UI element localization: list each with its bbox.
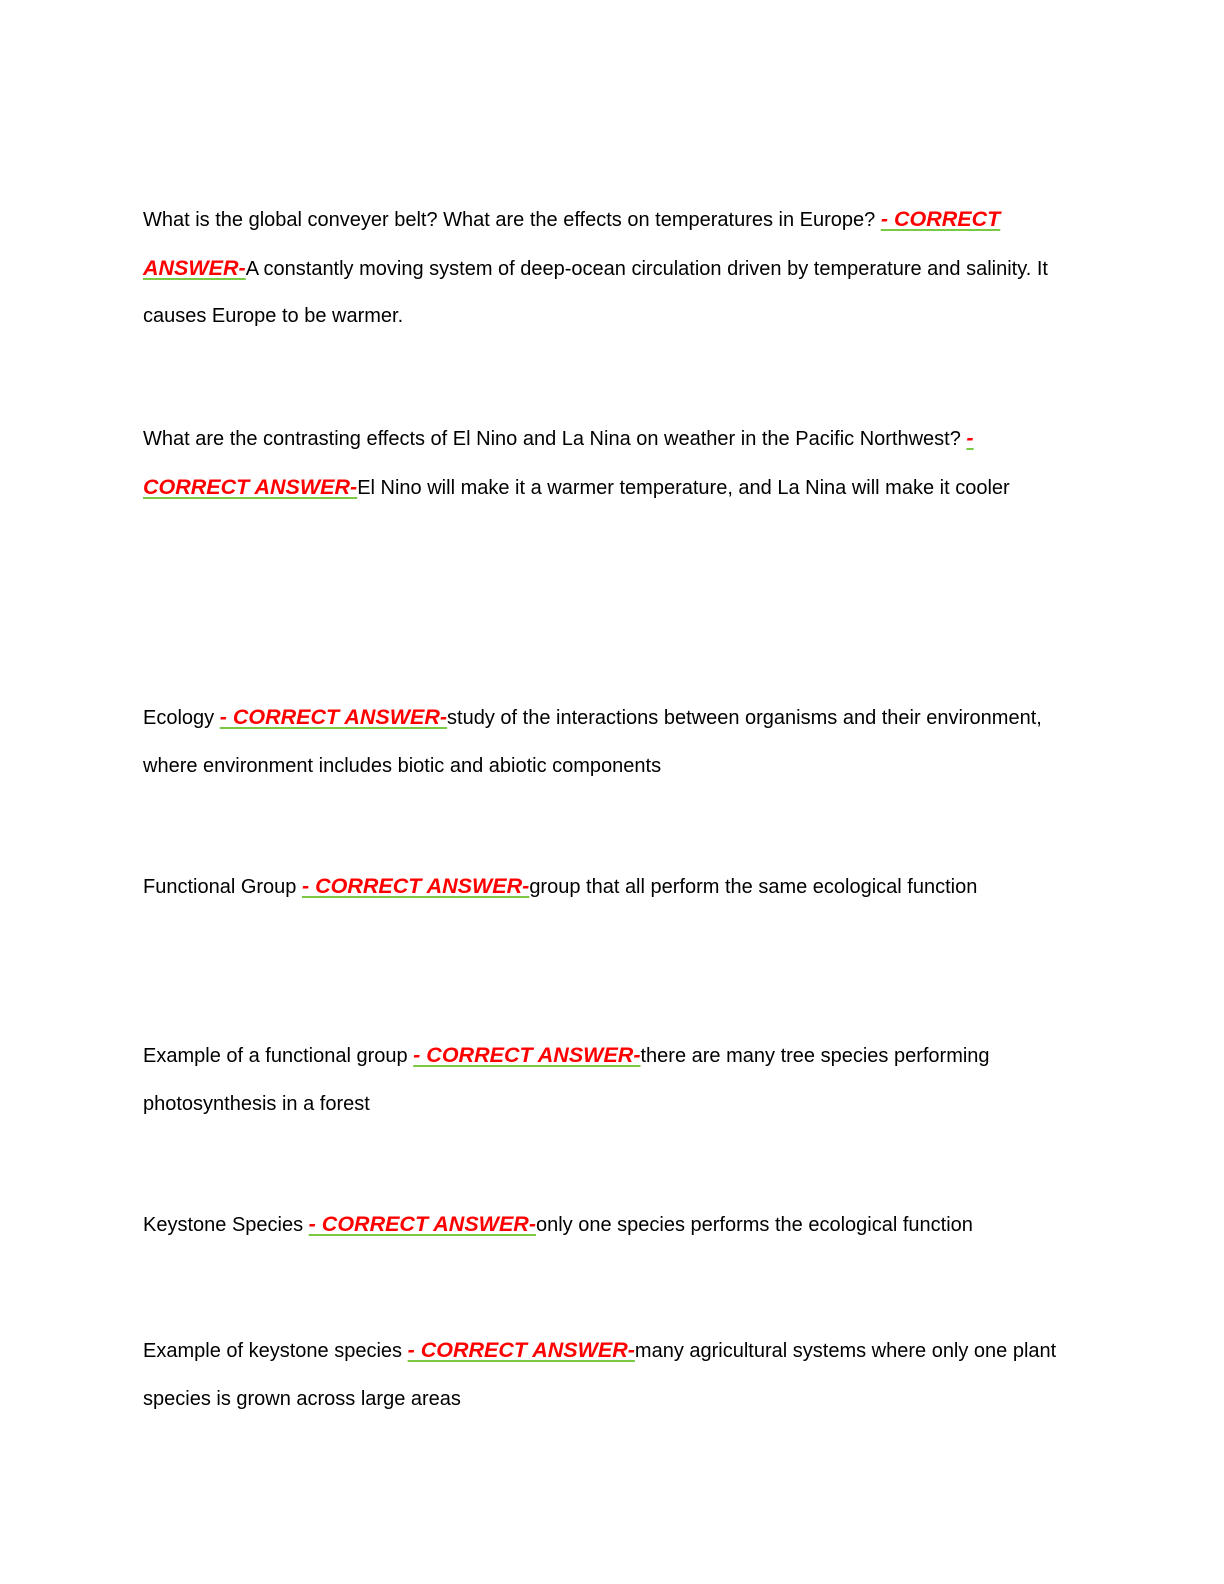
- correct-answer-tag: - CORRECT ANSWER-: [219, 705, 448, 729]
- qa-item-el-nino-la-nina: [143, 415, 1078, 512]
- question-text: Ecology: [143, 707, 220, 729]
- correct-answer-tag: - CORRECT ANSWER-: [143, 207, 1001, 280]
- qa-item-functional-group: [143, 863, 1078, 912]
- qa-item-functional-group-example: [143, 1032, 1078, 1128]
- correct-answer-tag: - CORRECT ANSWER-: [407, 1338, 635, 1362]
- answer-text: only one species performs the ecological function: [535, 1214, 973, 1236]
- question-text: What are the contrasting effects of El Nino and La Nina on weather in the Pacific Northwest?: [143, 428, 967, 450]
- qa-item-ecology: [143, 694, 1078, 790]
- answer-text: group that all perform the same ecological function: [529, 876, 978, 898]
- answer-text: many agricultural systems where only one plant species is grown across large areas: [143, 1340, 1057, 1410]
- qa-item-global-conveyer-belt: [143, 196, 1078, 341]
- question-text: Keystone Species: [143, 1214, 309, 1236]
- question-text: Functional Group: [143, 876, 302, 898]
- qa-item-keystone-species: [143, 1201, 1078, 1250]
- answer-text: there are many tree species performing photosynthesis in a forest: [143, 1045, 990, 1115]
- correct-answer-tag: - CORRECT ANSWER-: [143, 426, 974, 499]
- question-text: Example of keystone species: [143, 1340, 408, 1362]
- question-text: Example of a functional group: [143, 1045, 414, 1067]
- correct-answer-tag: - CORRECT ANSWER-: [301, 874, 530, 898]
- answer-text: study of the interactions between organisms and their environment, where environment includes biotic and abiotic components: [143, 707, 1042, 777]
- question-text: What is the global conveyer belt? What are the effects on temperatures in Europe?: [143, 209, 881, 231]
- qa-item-keystone-species-example: [143, 1327, 1078, 1423]
- correct-answer-tag: - CORRECT ANSWER-: [413, 1043, 641, 1067]
- answer-text: El Nino will make it a warmer temperature, and La Nina will make it cooler: [357, 476, 1010, 499]
- answer-text: A constantly moving system of deep-ocean circulation driven by temperature and salinity. It causes Europe to be warmer.: [143, 257, 1048, 327]
- correct-answer-tag: - CORRECT ANSWER-: [308, 1212, 536, 1236]
